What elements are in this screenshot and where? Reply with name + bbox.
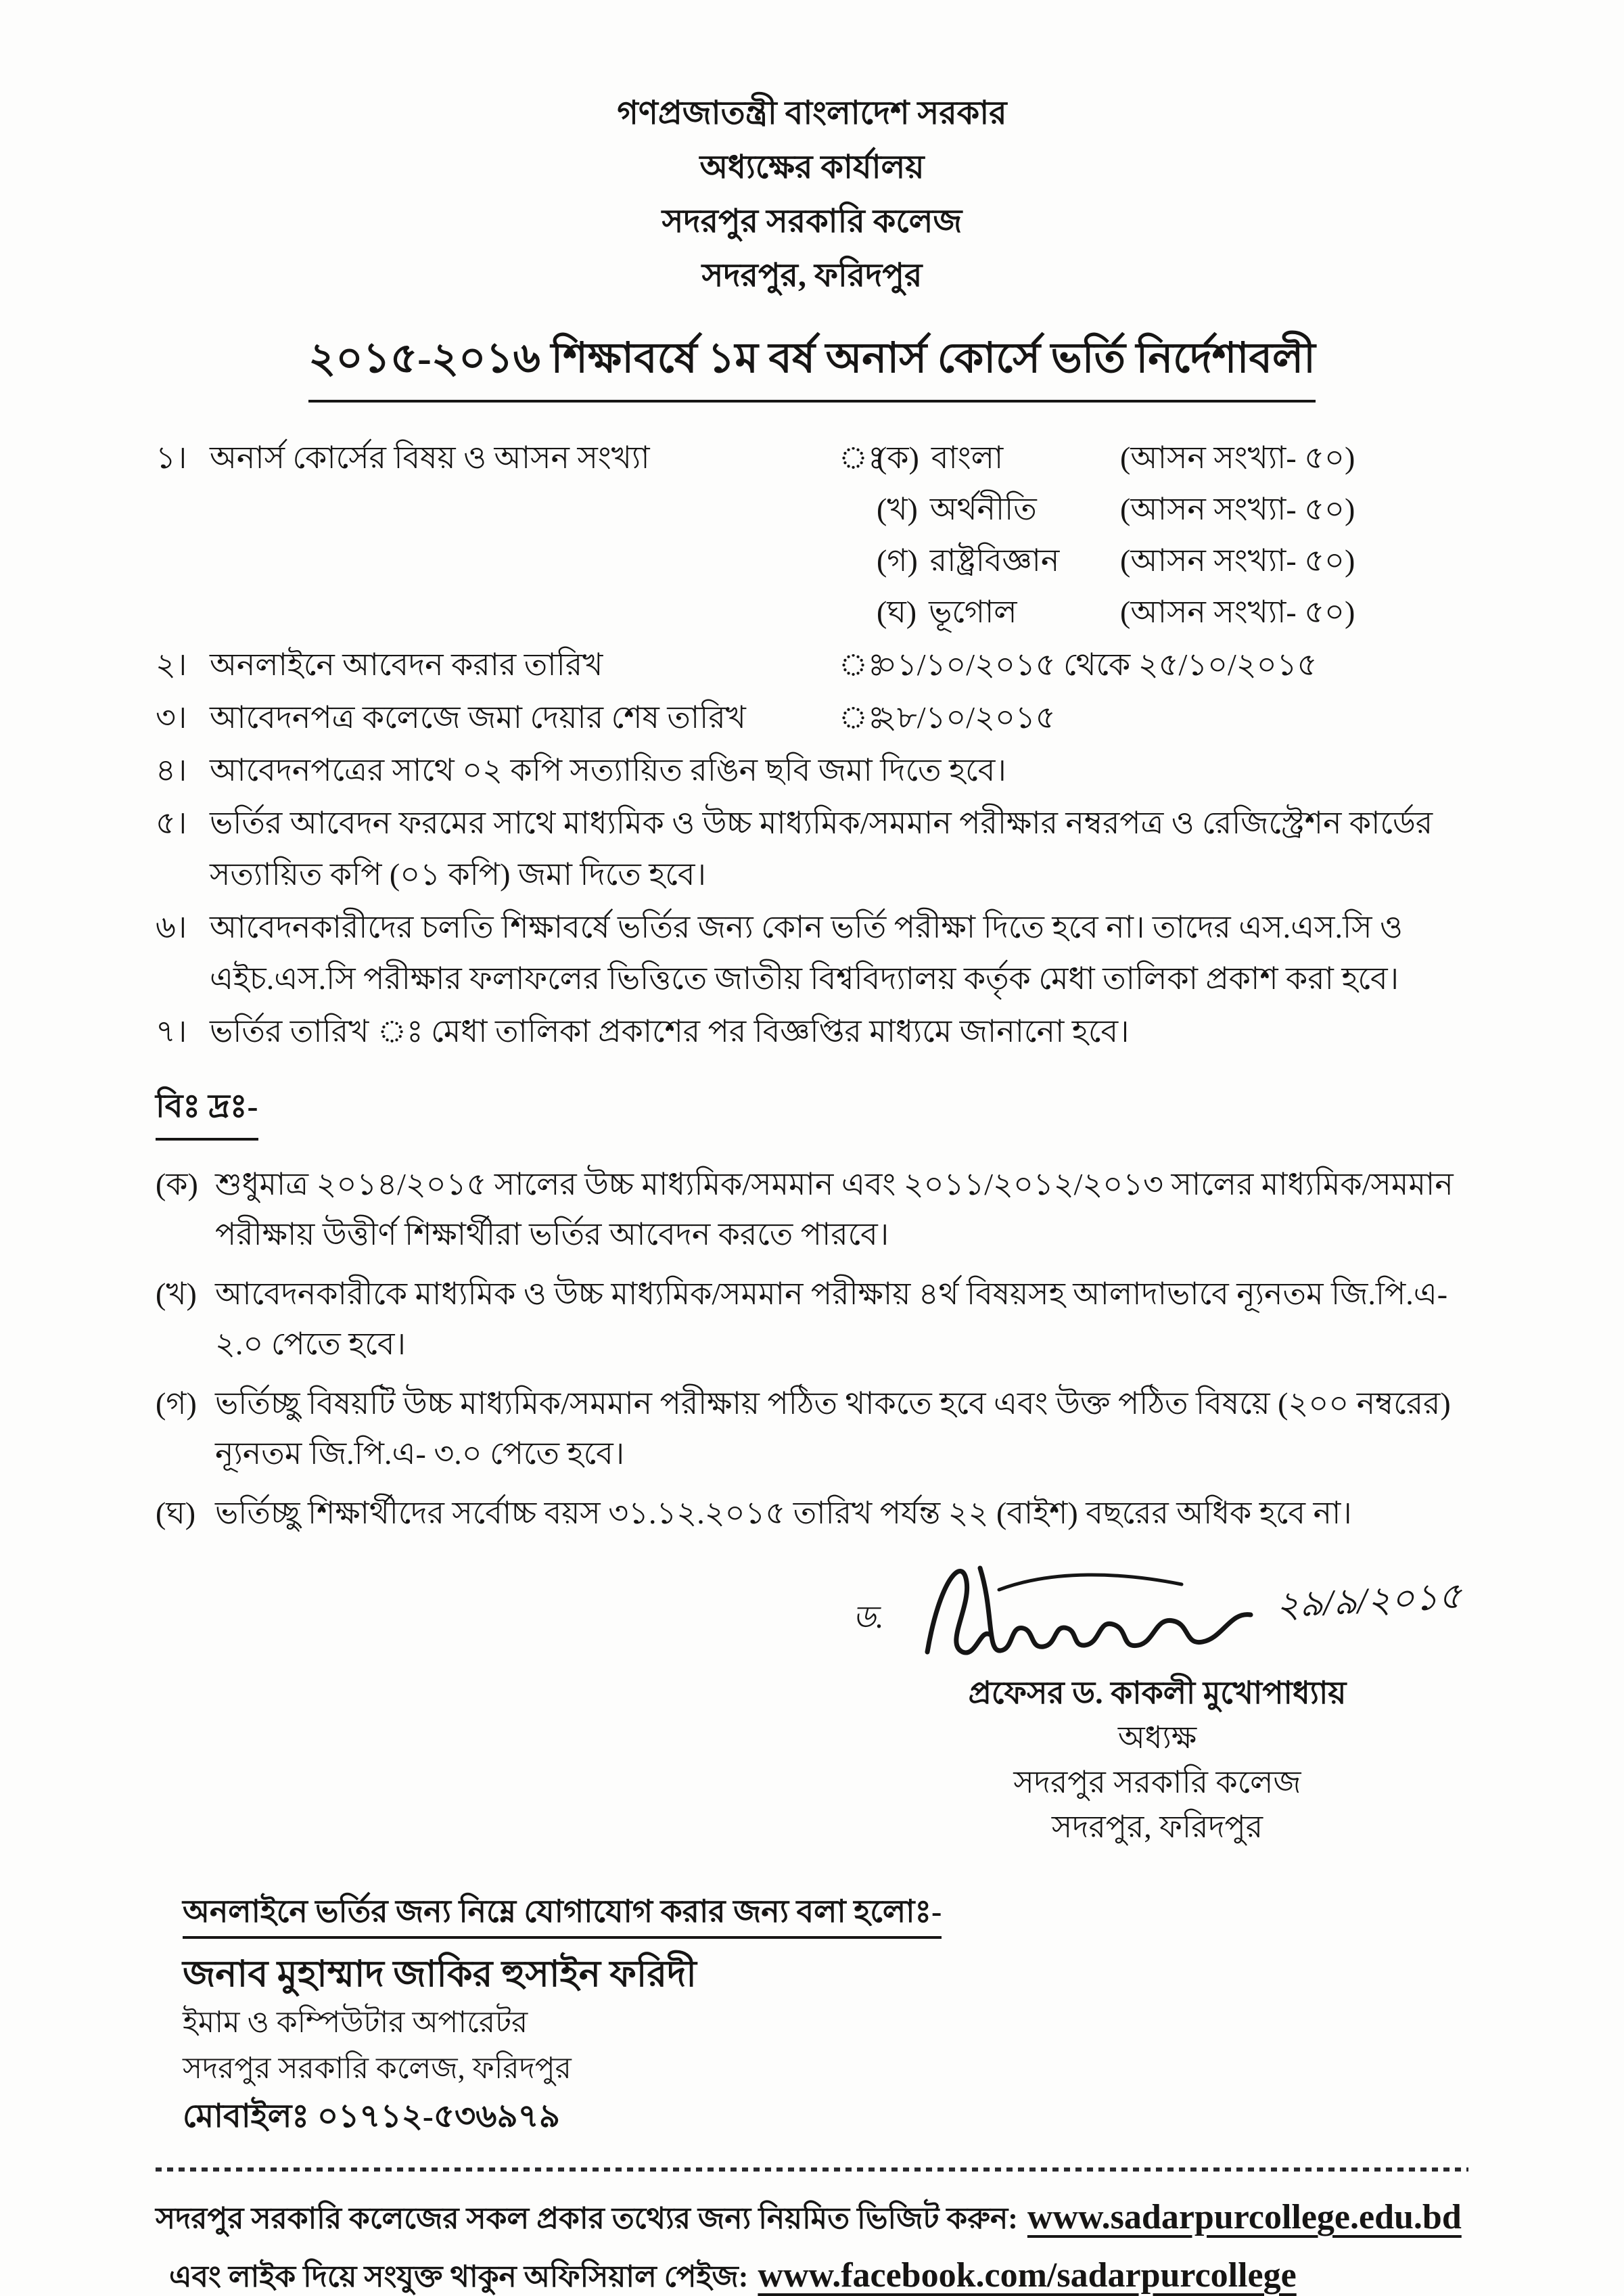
item-label: অনার্স কোর্সের বিষয় ও আসন সংখ্যা — [210, 440, 650, 475]
note-text: ভর্তিচ্ছু শিক্ষার্থীদের সর্বোচ্চ বয়স ৩১.১২.২০১৫ তারিখ পর্যন্ত ২২ (বাইশ) বছরের অধিক হবে না। — [215, 1496, 1352, 1530]
subject-key: (খ) — [877, 492, 918, 526]
college-address: সদরপুর, ফরিদপুর — [701, 258, 923, 294]
signature-date: ২৯/৯/২০১৫ — [1274, 1575, 1463, 1626]
item-colon: ঃ — [839, 647, 885, 682]
item-value: ২৮/১০/২০১৫ — [877, 700, 1056, 735]
government-name: গণপ্রজাতন্ত্রী বাংলাদেশ সরকার — [617, 95, 1007, 131]
contact-person-name: জনাব মুহাম্মাদ জাকির হুসাইন ফরিদী — [183, 1954, 697, 1994]
item-text: ভর্তির তারিখ ঃ মেধা তালিকা প্রকাশের পর বিজ্ঞপ্তির মাধ্যমে জানানো হবে। — [210, 1014, 1130, 1049]
list-item — [156, 902, 1468, 1005]
instruction-list — [156, 432, 1468, 1057]
note-text: শুধুমাত্র ২০১৪/২০১৫ সালের উচ্চ মাধ্যমিক/সমমান এবং ২০১১/২০১২/২০১৩ সালের মাধ্যমিক/সমমান পরীক্ষায় উত্তীর্ণ শিক্ষার্থীরা ভর্তির আবেদন করতে পারবে। — [215, 1167, 1454, 1252]
principal-college: সদরপুর সরকারি কলেজ — [1013, 1765, 1301, 1799]
seat-count: (আসন সংখ্যা- ৫০) — [1120, 440, 1355, 475]
note-text: আবেদনকারীকে মাধ্যমিক ও উচ্চ মাধ্যমিক/সমমান পরীক্ষায় ৪র্থ বিষয়সহ আলাদাভাবে ন্যূনতম জি.পি.এ- ২.০ পেতে হবে। — [215, 1277, 1448, 1361]
list-item — [156, 1006, 1468, 1057]
college-name: সদরপুর সরকারি কলেজ — [662, 204, 962, 239]
item-value: ০১/১০/২০১৫ থেকে ২৫/১০/২০১৫ — [877, 647, 1318, 682]
item-text: আবেদনপত্রের সাথে ০২ কপি সত্যায়িত রঙিন ছবি জমা দিতে হবে। — [210, 753, 1006, 787]
list-item — [156, 432, 1468, 638]
principal-name: প্রফেসর ড. কাকলী মুখোপাধ্যায় — [968, 1676, 1347, 1710]
principal-designation: অধ্যক্ষ — [1117, 1720, 1197, 1755]
note-item — [156, 1488, 1468, 1538]
contact-person-role: ইমাম ও কম্পিউটার অপারেটর — [183, 2006, 528, 2039]
table-row — [877, 484, 1468, 535]
subject-seat-table — [877, 432, 1468, 638]
item-number: ৫। — [156, 806, 187, 840]
note-key: (গ) — [156, 1386, 197, 1421]
item-text: আবেদনকারীদের চলতি শিক্ষাবর্ষে ভর্তির জন্য কোন ভর্তি পরীক্ষা দিতে হবে না। তাদের এস.এস.সি ও এইচ.এস.সি পরীক্ষার ফলাফলের ভিত্তিতে জাতীয় বিশ্ববিদ্যালয় কর্তৃক মেধা তালিকা প্রকাশ করা হবে। — [210, 910, 1403, 996]
footer — [156, 2189, 1468, 2296]
seat-count: (আসন সংখ্যা- ৫০) — [1120, 492, 1355, 526]
note-key: (ক) — [156, 1167, 198, 1201]
note-list — [156, 1160, 1468, 1538]
dashed-divider — [156, 2167, 1468, 2172]
college-website-url: www.sadarpurcollege.edu.bd — [1027, 2198, 1462, 2236]
contact-mobile: মোবাইলঃ ০১৭১২-৫৩৬৯৭৯ — [183, 2098, 560, 2134]
footer-visit-text: সদরপুর সরকারি কলেজের সকল প্রকার তথ্যের জন্য নিয়মিত ভিজিট করুন: — [156, 2202, 1018, 2235]
subject-name: বাংলা — [931, 440, 1004, 475]
footer-facebook-text: এবং লাইক দিয়ে সংযুক্ত থাকুন অফিসিয়াল পেইজ: — [169, 2260, 749, 2293]
subject-key: (ক) — [877, 440, 919, 475]
notice-title: ২০১৫-২০১৬ শিক্ষাবর্ষে ১ম বর্ষ অনার্স কোর্সে ভর্তি নির্দেশাবলী — [308, 326, 1316, 403]
note-item — [156, 1269, 1468, 1369]
note-item — [156, 1160, 1468, 1260]
item-colon: ঃ — [839, 700, 885, 735]
table-row — [877, 432, 1468, 484]
note-key: (খ) — [156, 1277, 197, 1311]
subject-name: রাষ্ট্রবিজ্ঞান — [929, 543, 1060, 578]
item-number: ১। — [156, 440, 187, 475]
office-name: অধ্যক্ষের কার্যালয় — [699, 150, 925, 185]
list-item — [156, 745, 1468, 796]
subject-name: ভূগোল — [929, 595, 1017, 629]
subject-key: (গ) — [877, 543, 918, 578]
table-row — [877, 587, 1468, 638]
item-number: ২। — [156, 647, 187, 682]
list-item — [156, 692, 1468, 743]
item-colon: ঃ — [839, 440, 885, 475]
table-row — [877, 535, 1468, 587]
item-label: আবেদনপত্র কলেজে জমা দেয়ার শেষ তারিখ — [210, 700, 746, 735]
item-number: ৪। — [156, 753, 187, 787]
seat-count: (আসন সংখ্যা- ৫০) — [1120, 595, 1355, 629]
contact-block — [183, 1891, 1468, 2142]
item-label: অনলাইনে আবেদন করার তারিখ — [210, 647, 603, 682]
item-number: ৩। — [156, 700, 187, 735]
note-heading: বিঃ দ্রঃ- — [156, 1082, 258, 1141]
principal-address: সদরপুর, ফরিদপুর — [1051, 1810, 1263, 1844]
note-item — [156, 1379, 1468, 1479]
contact-person-college: সদরপুর সরকারি কলেজ, ফরিদপুর — [183, 2052, 572, 2085]
facebook-page-url: www.facebook.com/sadarpurcollege — [758, 2256, 1297, 2295]
letterhead — [156, 87, 1468, 303]
note-key: (ঘ) — [156, 1496, 196, 1530]
seat-count: (আসন সংখ্যা- ৫০) — [1120, 543, 1355, 578]
subject-key: (ঘ) — [877, 595, 917, 629]
contact-heading: অনলাইনে ভর্তির জন্য নিম্নে যোগাযোগ করার জন্য বলা হলোঃ- — [183, 1891, 942, 1939]
list-item — [156, 798, 1468, 900]
item-number: ৭। — [156, 1014, 187, 1049]
item-text: ভর্তির আবেদন ফরমের সাথে মাধ্যমিক ও উচ্চ মাধ্যমিক/সমমান পরীক্ষার নম্বরপত্র ও রেজিস্ট্রেশন কার্ডের সত্যায়িত কপি (০১ কপি) জমা দিতে হবে। — [210, 806, 1433, 892]
note-text: ভর্তিচ্ছু বিষয়টি উচ্চ মাধ্যমিক/সমমান পরীক্ষায় পঠিত থাকতে হবে এবং উক্ত পঠিত বিষয়ে (২০০ নম্বরের) ন্যূনতম জি.পি.এ- ৩.০ পেতে হবে। — [215, 1386, 1451, 1471]
item-number: ৬। — [156, 910, 187, 944]
subject-name: অর্থনীতি — [929, 492, 1037, 526]
list-item — [156, 639, 1468, 691]
signature-block — [853, 1549, 1462, 1850]
signature-scribble — [898, 1549, 1263, 1671]
signature-prefix: ড. — [853, 1600, 884, 1634]
